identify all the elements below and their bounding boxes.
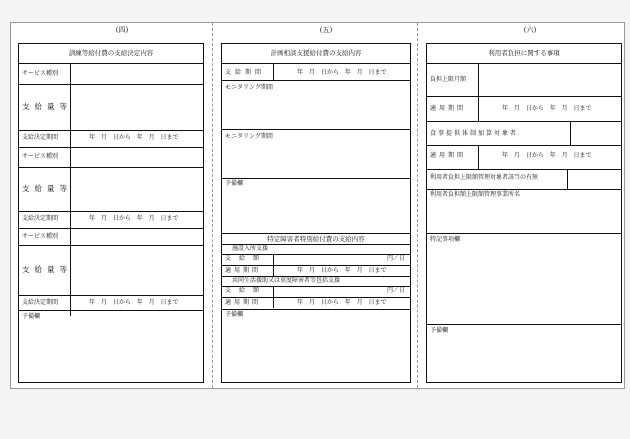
remarks-label: 予備欄: [430, 327, 449, 334]
special-title: 特定障害者特別給付費の支給内容: [267, 235, 365, 243]
pay-period-value: 年 月 日から 年 月 日まで: [297, 69, 387, 76]
period-value: 年 月 日から 年 月 日まで: [89, 215, 179, 222]
monitoring-label: モニタリング期間: [225, 133, 273, 140]
group-home-label: 共同生活援助又は重度障害者等包括支援: [232, 277, 341, 284]
table-title: 計画相談支援給付費の支給内容: [270, 49, 362, 57]
limit-monthly-label: 負担上限月額: [430, 76, 467, 83]
period-value: 年 月 日から 年 月 日まで: [89, 134, 179, 141]
limit-mgmt-label: 利用者負担上限額管理対象者該当の有無: [430, 174, 539, 181]
service-type-label: サービス種別: [22, 233, 59, 240]
amount-label: 支給量等: [22, 102, 72, 111]
limit-office-label: 利用者負担額上限額管理事業所名: [430, 191, 521, 198]
period-label: 支給決定期間: [22, 299, 59, 306]
service-type-label: サービス種別: [22, 70, 59, 77]
amount-label: 支給量等: [22, 265, 72, 274]
apply-period-value: 年 月 日から 年 月 日まで: [297, 267, 387, 274]
amount-label: 支給額: [225, 287, 268, 294]
table-title: 訓練等給付費の支給決定内容: [68, 49, 154, 57]
apply-period-label: 適用期間: [430, 152, 467, 159]
apply-period-label: 適用期間: [430, 105, 467, 112]
apply-period-label: 適用期間: [225, 299, 262, 306]
amount-label: 支給額: [225, 255, 268, 262]
remarks-label: 予備欄: [225, 311, 244, 318]
period-label: 支給決定期間: [22, 215, 59, 222]
period-label: 支給決定期間: [22, 134, 59, 141]
column-heading: (五): [319, 26, 333, 34]
service-type-label: サービス種別: [22, 153, 59, 160]
remarks-label: 予備欄: [225, 180, 244, 187]
pay-period-label: 支給期間: [225, 69, 266, 76]
column-divider: [212, 23, 213, 388]
column-heading: (六): [523, 26, 537, 34]
user-burden-table: [426, 43, 622, 383]
column-divider: [417, 23, 418, 388]
remarks-label: 予備欄: [22, 313, 41, 320]
special-benefit-table: [221, 233, 411, 383]
amount-unit: 円／日: [387, 287, 406, 294]
facility-label: 施設入所支援: [232, 245, 269, 252]
plan-consult-table: [221, 43, 411, 243]
apply-period-value: 年 月 日から 年 月 日まで: [502, 152, 592, 159]
meal-target-label: 食事提供体制加算対象者: [430, 130, 519, 137]
amount-label: 支給量等: [22, 184, 72, 193]
table-title: 利用者負担に関する事項: [488, 49, 560, 57]
column-heading: (四): [115, 26, 129, 34]
notes-label: 特記事項欄: [430, 236, 461, 243]
certificate-sheet: [10, 22, 625, 389]
apply-period-value: 年 月 日から 年 月 日まで: [502, 105, 592, 112]
training-benefit-table: [18, 43, 204, 383]
apply-period-label: 適用期間: [225, 267, 262, 274]
amount-unit: 円／日: [387, 255, 406, 262]
monitoring-label: モニタリング期間: [225, 84, 273, 91]
period-value: 年 月 日から 年 月 日まで: [89, 299, 179, 306]
apply-period-value: 年 月 日から 年 月 日まで: [297, 299, 387, 306]
